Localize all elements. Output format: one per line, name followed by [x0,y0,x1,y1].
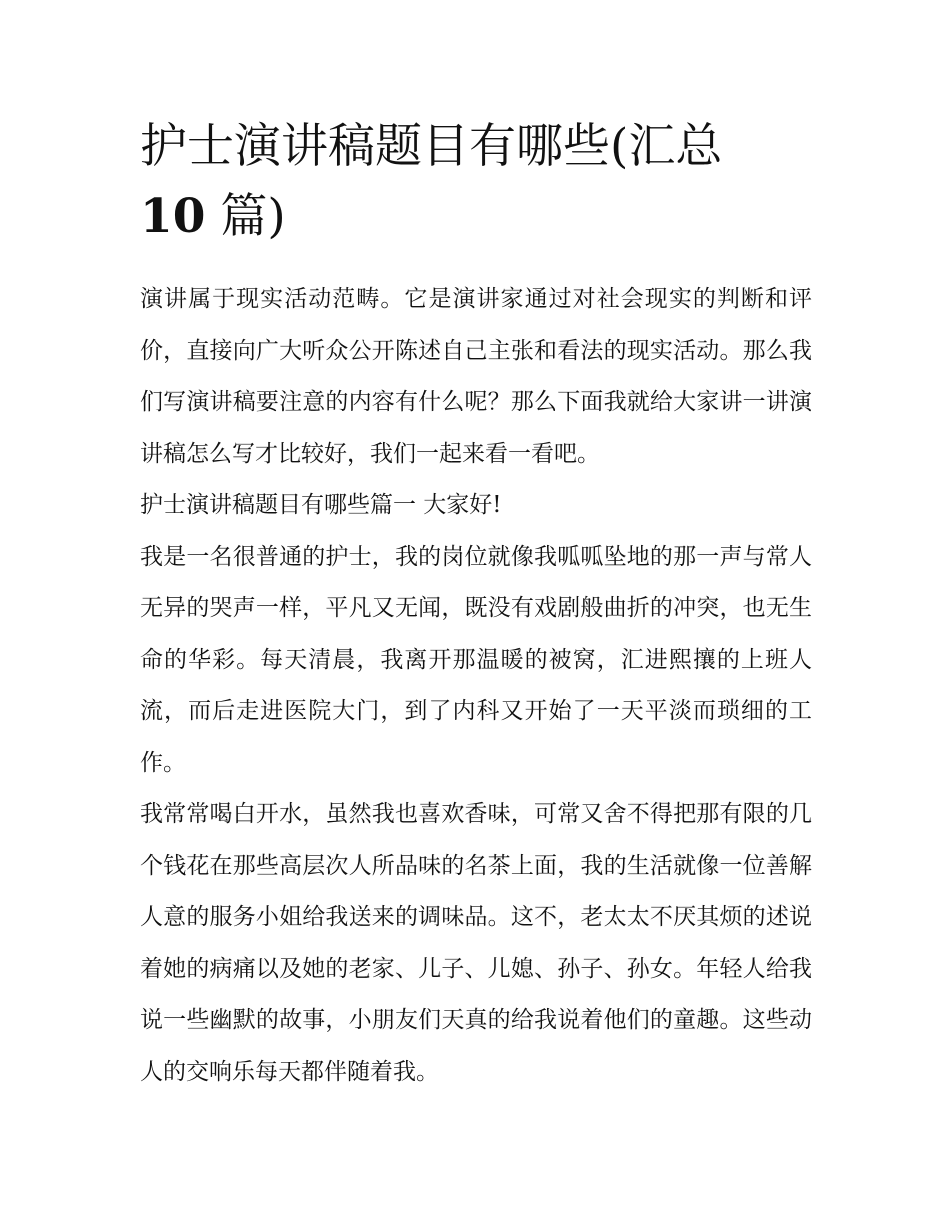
title-number: 10 [140,189,206,244]
document-body [140,274,812,1098]
title-suffix: 篇) [220,189,286,244]
title-text: 护士演讲稿题目有哪些(汇总 [140,119,723,174]
paragraph-body-1: 我是一名很普通的护士，我的岗位就像我呱呱坠地的那一声与常人无异的哭声一样，平凡又无闻，既没有戏剧般曲折的冲突，也无生命的华彩。每天清晨，我离开那温暖的被窝，汇进熙攘的上班人流，而后走进医院大门，到了内科又开始了一天平淡而琐细的工作。 [140,543,812,776]
paragraph-body-2: 我常常喝白开水，虽然我也喜欢香味，可常又舍不得把那有限的几个钱花在那些高层次人所品味的名茶上面，我的生活就像一位善解人意的服务小姐给我送来的调味品。这不，老太太不厌其烦的述说着她的病痛以及她的老家、儿子、儿媳、孙子、孙女。年轻人给我说一些幽默的故事，小朋友们天真的给我说着他们的童趣。这些动人的交响乐每天都伴随着我。 [140,801,812,1085]
document-page [140,112,812,1098]
paragraph-section-heading: 护士演讲稿题目有哪些篇一 大家好! [140,492,502,518]
document-title [140,112,812,252]
paragraph-intro: 演讲属于现实活动范畴。它是演讲家通过对社会现实的判断和评价，直接向广大听众公开陈述自己主张和看法的现实活动。那么我们写演讲稿要注意的内容有什么呢？那么下面我就给大家讲一讲演讲稿怎么写才比较好，我们一起来看一看吧。 [140,286,812,467]
